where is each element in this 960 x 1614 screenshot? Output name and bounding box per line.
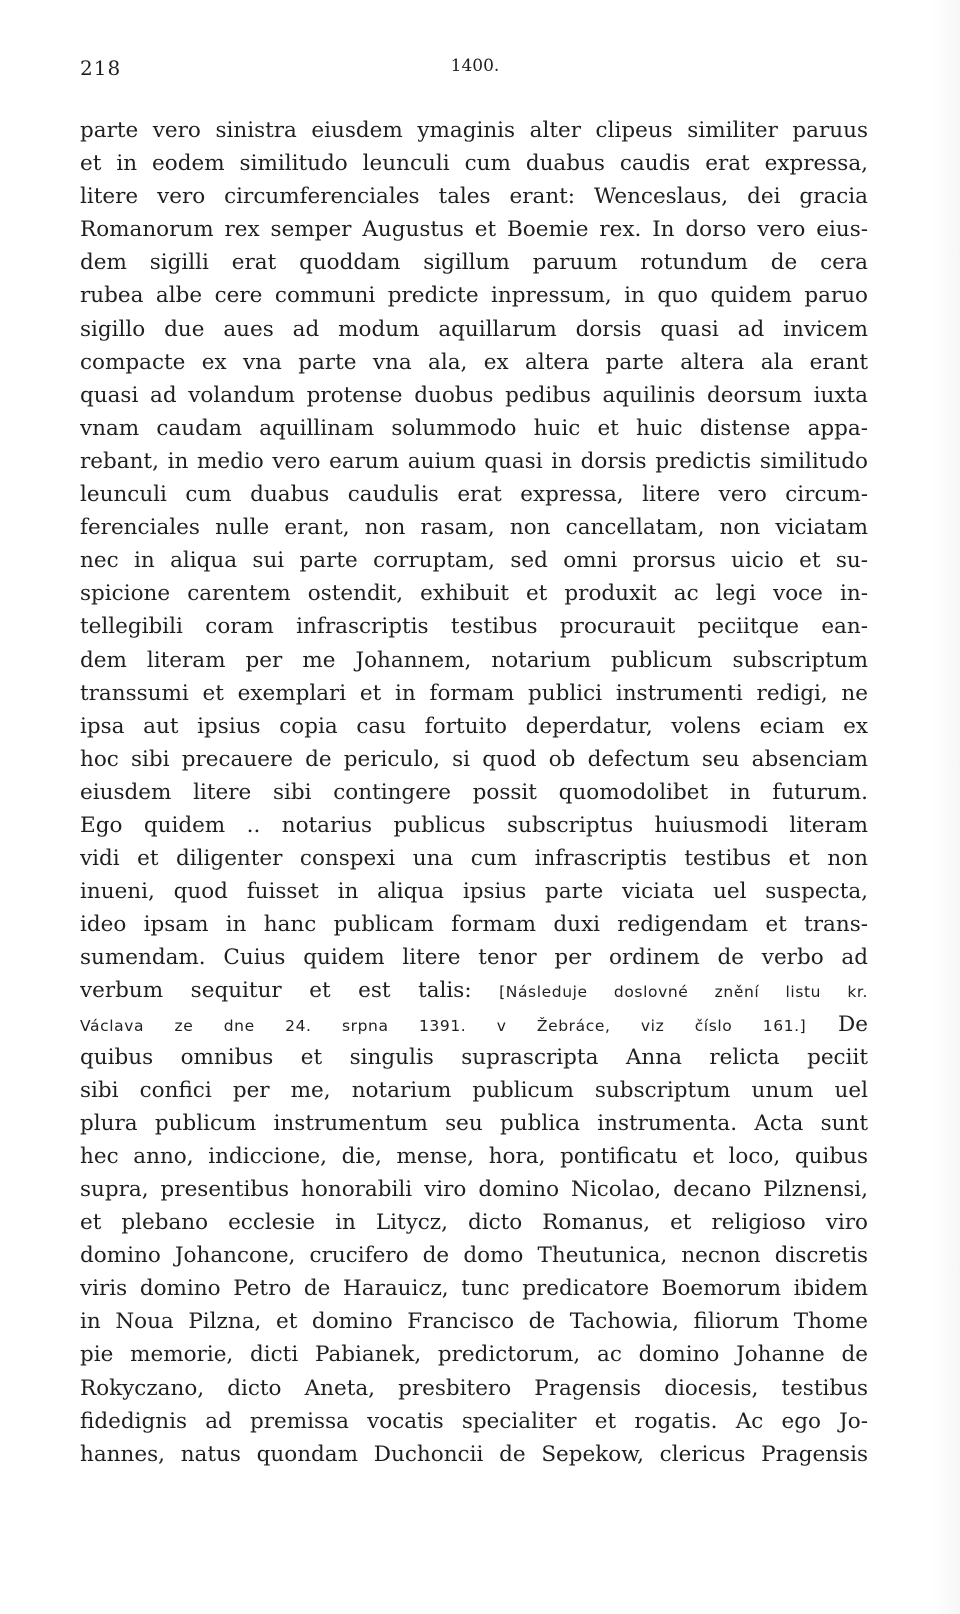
text-line: ideo ipsam in hanc publicam formam duxi redigendam et trans- [80, 912, 868, 938]
text-line: parte vero sinistra eiusdem ymaginis alter clipeus similiter paruus [80, 118, 868, 143]
text-line: nec in aliqua sui parte corruptam, sed omni prorsus uicio et su- [80, 548, 868, 574]
text-line: transsumi et exemplari et in formam publici instrumenti redigi, ne [80, 680, 868, 706]
text-line: et in eodem similitudo leunculi cum duabus caudis erat expressa, [80, 151, 868, 177]
text-line: compacte ex vna parte vna ala, ex altera parte altera ala erant [80, 349, 868, 375]
text-line: quibus omnibus et singulis suprascripta Anna relicta peciit [80, 1044, 868, 1070]
page-header [80, 56, 870, 86]
text-line: supra, presentibus honorabili viro domino Nicolao, decano Pilznensi, [80, 1177, 868, 1202]
text-line: tellegibili coram infrascriptis testibus procurauit peciitque ean- [80, 614, 868, 640]
text-line: hoc sibi precauere de periculo, si quod ob defectum seu absenciam [80, 746, 868, 772]
editorial-note: Václava ze dne 24. srpna 1391. v Žebráce, viz číslo 161.] [80, 1016, 807, 1035]
text-line: sibi confici per me, notarium publicum subscriptum unum uel [80, 1077, 868, 1103]
text-line: sumendam. Cuius quidem litere tenor per ordinem de verbo ad [80, 945, 868, 971]
text-line: viris domino Petro de Harauicz, tunc predicatore Boemorum ibidem [80, 1276, 868, 1302]
text-line: inueni, quod fuisset in aliqua ipsius parte viciata uel suspecta, [80, 879, 868, 905]
text-line: ferenciales nulle erant, non rasam, non cancellatam, non viciatam [80, 515, 868, 541]
text-line: vidi et diligenter conspexi una cum infrascriptis testibus et non [80, 846, 868, 872]
text-line: quasi ad volandum protense duobus pedibus aquilinis deorsum iuxta [80, 382, 868, 408]
editorial-note: [Následuje doslovné znění listu kr. [499, 983, 868, 1002]
text-line-with-editorial-note [80, 974, 868, 1007]
body-text [80, 114, 868, 1471]
text-line: et plebano ecclesie in Litycz, dicto Romanus, et religioso viro [80, 1210, 868, 1236]
page-number: 218 [80, 56, 122, 80]
text-line: Romanorum rex semper Augustus et Boemie rex. In dorso vero eius- [80, 217, 868, 243]
text-line: vnam caudam aquillinam solummodo huic et huic distense appa- [80, 415, 868, 441]
text-line: litere vero circumferenciales tales erant: Wenceslaus, dei gracia [80, 184, 868, 210]
text-line: rebant, in medio vero earum auium quasi in dorsis predictis similitudo [80, 448, 868, 474]
text-line: hannes, natus quondam Duchoncii de Sepekow, clericus Pragensis [80, 1441, 868, 1467]
text-line: hec anno, indiccione, die, mense, hora, pontificatu et loco, quibus [80, 1143, 868, 1169]
text-segment: De [838, 1011, 868, 1037]
text-line: pie memorie, dicti Pabianek, predictorum, ac domino Johanne de [80, 1342, 868, 1368]
text-line: leunculi cum duabus caudulis erat expressa, litere vero circum- [80, 482, 868, 508]
text-line: Ego quidem .. notarius publicus subscriptus huiusmodi literam [80, 812, 868, 838]
text-line: plura publicum instrumentum seu publica instrumenta. Acta sunt [80, 1110, 868, 1136]
text-line: fidedignis ad premissa vocatis specialiter et rogatis. Ac ego Jo- [80, 1408, 868, 1434]
page-edge-shading [932, 0, 960, 1614]
text-line: sigillo due aues ad modum aquillarum dorsis quasi ad invicem [80, 316, 868, 342]
text-line: rubea albe cere communi predicte inpressum, in quo quidem paruo [80, 283, 868, 309]
text-line: domino Johancone, crucifero de domo Theutunica, necnon discretis [80, 1243, 868, 1269]
text-line-with-editorial-note [80, 1008, 868, 1041]
text-line: eiusdem litere sibi contingere possit quomodolibet in futurum. [80, 779, 868, 805]
text-line: dem sigilli erat quoddam sigillum paruum rotundum de cera [80, 250, 868, 276]
text-line: ipsa aut ipsius copia casu fortuito deperdatur, volens eciam ex [80, 713, 868, 739]
text-line: Rokyczano, dicto Aneta, presbitero Pragensis diocesis, testibus [80, 1375, 868, 1401]
running-title-year: 1400. [450, 56, 500, 76]
text-line: dem literam per me Johannem, notarium publicum subscriptum [80, 647, 868, 673]
text-line: in Noua Pilzna, et domino Francisco de Tachowia, filiorum Thome [80, 1309, 868, 1335]
text-line: spicione carentem ostendit, exhibuit et produxit ac legi voce in- [80, 581, 868, 607]
text-segment: verbum sequitur et est talis: [80, 978, 472, 1004]
